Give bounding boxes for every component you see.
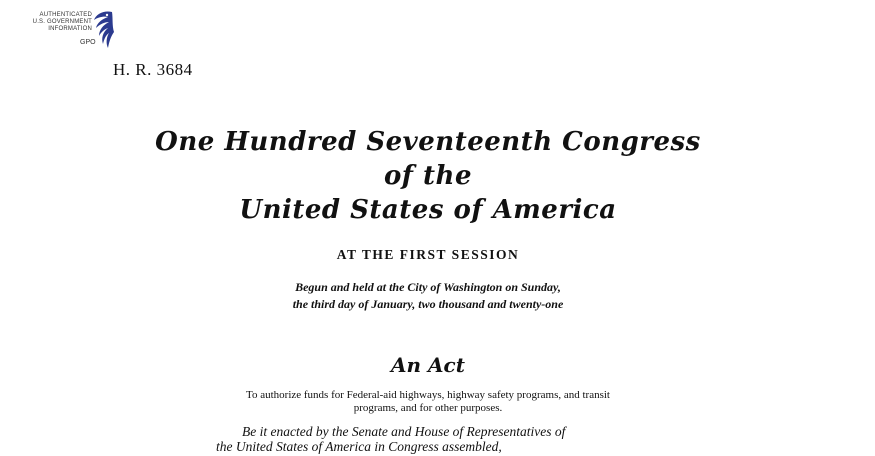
authentication-seal [22,6,112,54]
enacting-line: Be it enacted by the Senate and House of Representatives of [242,424,566,439]
act-purpose [0,389,856,415]
enacting-clause [216,424,656,454]
enacting-line: the United States of America in Congress assembled, [216,439,502,454]
begun-line: the third day of January, two thousand and twenty-one [292,297,564,311]
title-line: One Hundred Seventeenth Congress [155,127,701,157]
bill-number: H. R. 3684 [113,60,193,79]
title-line: United States of America [239,195,617,225]
purpose-line: programs, and for other purposes. [353,402,503,414]
seal-line: INFORMATION [48,26,92,32]
seal-line: AUTHENTICATED [39,12,92,18]
begun-line: Begun and held at the City of Washington on Sunday, [295,280,561,294]
congress-title [0,125,856,227]
seal-line: U.S. GOVERNMENT [32,19,92,25]
session-label: AT THE FIRST SESSION [336,247,520,262]
purpose-line: To authorize funds for Federal-aid highways, highway safety programs, and transit [246,389,610,401]
act-heading: An Act [391,353,465,377]
seal-gpo-label: GPO [80,39,96,46]
session-dates [0,279,856,313]
title-line: of the [383,161,473,191]
